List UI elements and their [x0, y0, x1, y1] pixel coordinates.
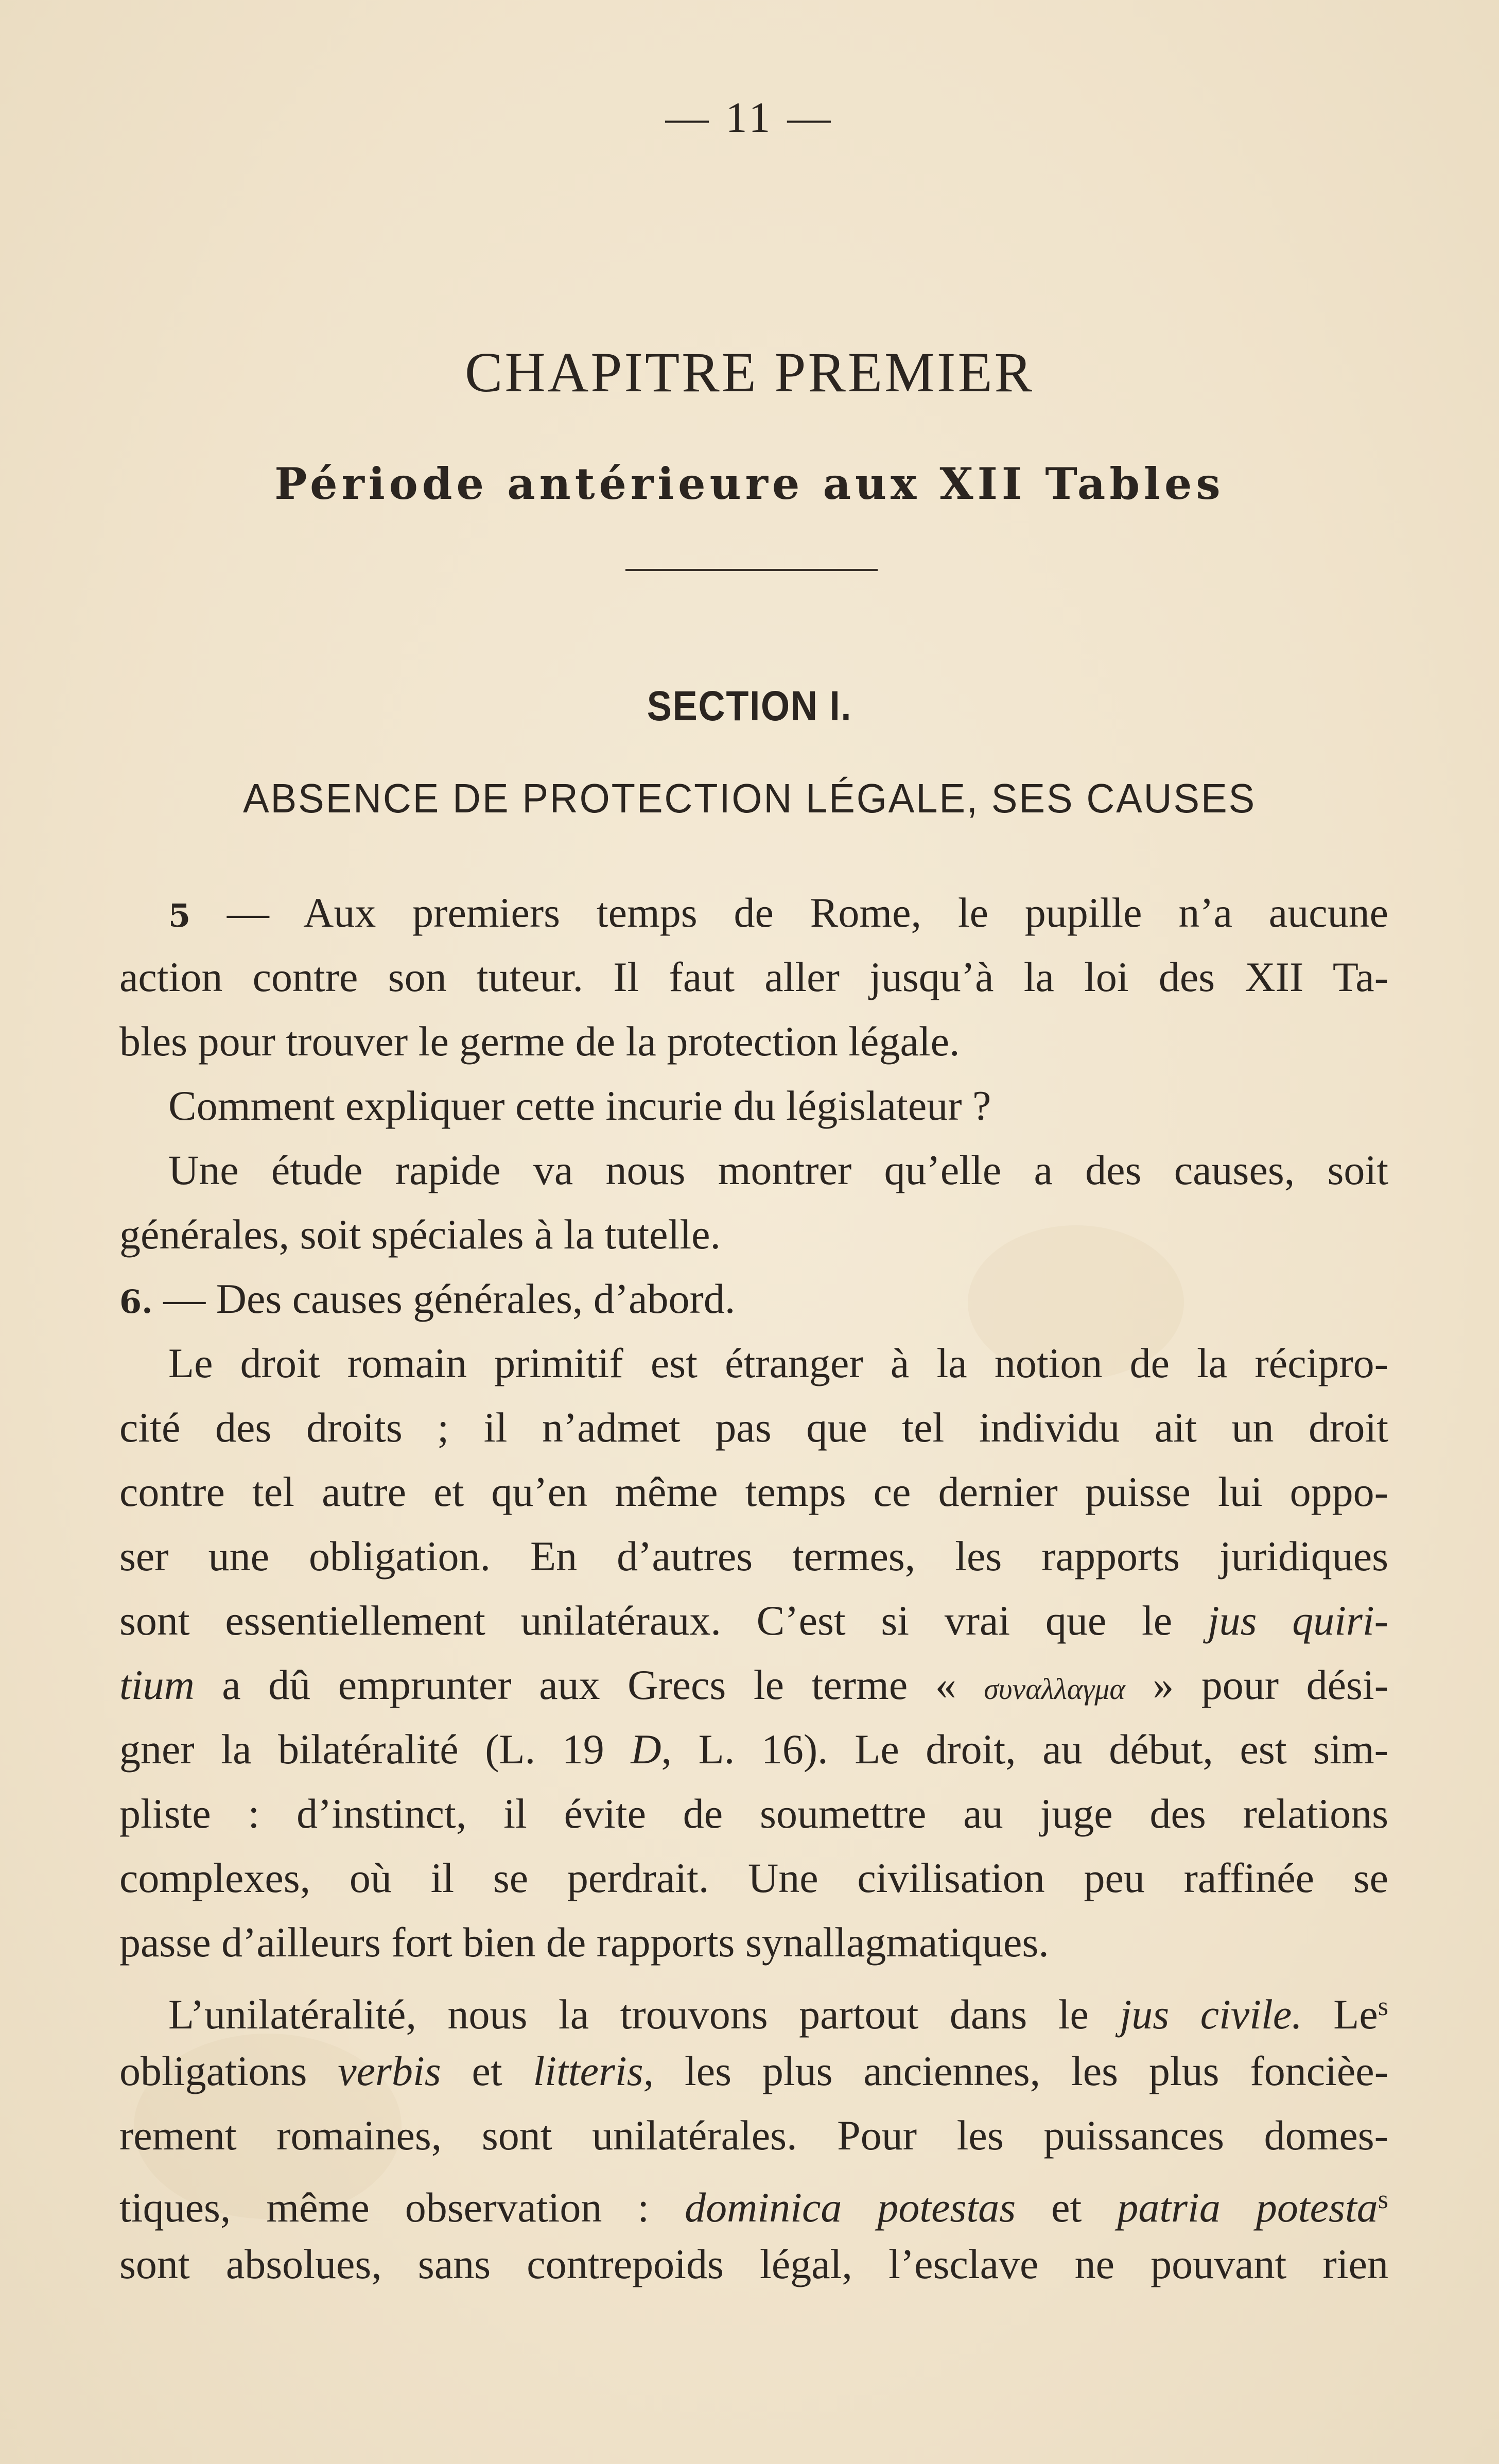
text-line	[119, 880, 1388, 945]
period-title: Période antérieure aux XII Tables	[274, 458, 1225, 509]
text-span: et	[441, 2047, 533, 2094]
text-span: Le	[1302, 1991, 1378, 2038]
text-line: contre tel autre et qu’en même temps ce dernier puisse lui oppo-	[119, 1468, 1388, 1515]
paragraph-number: 5	[168, 897, 191, 934]
paragraph-number: 6.	[119, 1283, 153, 1321]
text-line	[119, 1974, 1388, 2039]
text-line: cité des droits ; il n’admet pas que tel individu ait un droit	[119, 1404, 1388, 1451]
section-title: SECTION I.	[647, 683, 852, 730]
text-span: les plus anciennes, les plus foncièe-	[654, 2047, 1388, 2094]
superscript: s	[1378, 1992, 1389, 2021]
text-span: sont essentiellement unilatéraux. C’est si vrai que le	[119, 1597, 1208, 1644]
section-subtitle: ABSENCE DE PROTECTION LÉGALE, SES CAUSES	[242, 775, 1257, 821]
chapter-title: CHAPITRE PREMIER	[464, 341, 1035, 404]
text-span: gner la bilatéralité (L. 19	[119, 1726, 631, 1773]
text-line	[119, 1588, 1388, 1653]
italic-span: dominica potestas	[685, 2184, 1016, 2231]
text-line: Comment expliquer cette incurie du législateur ?	[168, 1082, 991, 1129]
italic-span: litteris,	[533, 2047, 654, 2094]
text-span: , L. 16). Le droit, au début, est sim-	[661, 1726, 1388, 1773]
text-span: L’unilatéralité, nous la trouvons partout dans le	[168, 1991, 1120, 2038]
italic-span: patria potesta	[1117, 2184, 1378, 2231]
text-line	[119, 1717, 1388, 1781]
greek-word: συναλλαγμα	[984, 1672, 1125, 1706]
text-line	[119, 2039, 1388, 2103]
text-span: obligations	[119, 2047, 338, 2094]
italic-span: verbis	[338, 2047, 441, 2094]
text-span: tiques, même observation :	[119, 2184, 685, 2231]
italic-span: D	[631, 1726, 661, 1773]
text-line: complexes, où il se perdrait. Une civilisation peu raffinée se	[119, 1854, 1388, 1901]
text-line	[119, 1653, 1388, 1717]
italic-span: tium	[119, 1661, 195, 1708]
text-span: et	[1016, 2184, 1118, 2231]
body-text	[119, 880, 1388, 2296]
text-span: a dû emprunter aux Grecs le terme «	[194, 1661, 984, 1708]
text-line: Le droit romain primitif est étranger à la notion de la récipro-	[168, 1340, 1388, 1386]
text-line: action contre son tuteur. Il faut aller jusqu’à la loi des XII Ta-	[119, 953, 1388, 1000]
text-span: » pour dési-	[1125, 1661, 1389, 1708]
text-line: passe d’ailleurs fort bien de rapports synallagmatiques.	[119, 1919, 1049, 1966]
text-line: sont absolues, sans contrepoids légal, l’esclave ne pouvant rien	[119, 2241, 1388, 2287]
text-line: pliste : d’instinct, il évite de soumettre au juge des relations	[119, 1790, 1388, 1837]
title-divider	[625, 569, 878, 571]
italic-span: jus quiri-	[1207, 1597, 1388, 1644]
text-line: générales, soit spéciales à la tutelle.	[119, 1211, 721, 1258]
text-line: ser une obligation. En d’autres termes, les rapports juridiques	[119, 1533, 1388, 1580]
text-line: Une étude rapide va nous montrer qu’elle a des causes, soit	[168, 1147, 1388, 1193]
text-line: rement romaines, sont unilatérales. Pour les puissances domes-	[119, 2112, 1388, 2159]
text-line	[119, 2167, 1388, 2232]
text-line	[119, 1266, 1388, 1331]
text-span: — Aux premiers temps de Rome, le pupille n’a aucune	[190, 889, 1388, 936]
text-span: — Des causes générales, d’abord.	[152, 1275, 736, 1322]
italic-span: jus civile.	[1120, 1991, 1302, 2038]
text-line: bles pour trouver le germe de la protection légale.	[119, 1018, 960, 1065]
superscript: s	[1378, 2185, 1388, 2214]
page-number: — 11 —	[665, 94, 834, 142]
